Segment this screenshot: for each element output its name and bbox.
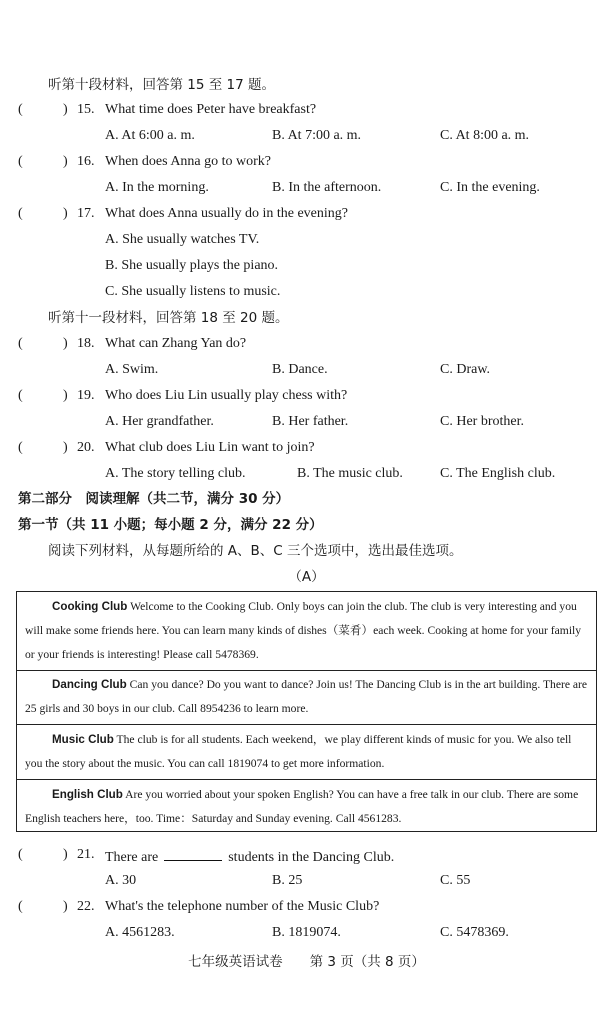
section-title: 第一节（共 11 小题；每小题 2 分，满分 22 分） <box>18 517 323 533</box>
answer-paren-open: ( <box>18 154 23 169</box>
club-name: Dancing Club <box>52 678 127 691</box>
section-header-11: 听第十一段材料，回答第 18 至 20 题。 <box>48 310 289 326</box>
club-name: Music Club <box>52 733 114 746</box>
option-b: B. She usually plays the piano. <box>105 258 279 273</box>
answer-paren-close: ) <box>63 388 68 403</box>
club-notice-english <box>17 779 596 831</box>
option-a: A. Her grandfather. <box>105 414 214 429</box>
option-b: B. At 7:00 a. m. <box>272 128 362 143</box>
question-text: What club does Liu Lin want to join? <box>105 440 315 455</box>
answer-paren-open: ( <box>18 336 23 351</box>
answer-paren-open: ( <box>18 388 23 403</box>
question-text: What's the telephone number of the Music Club? <box>105 899 380 914</box>
question-text: What time does Peter have breakfast? <box>105 102 317 117</box>
club-text: Welcome to the Cooking Club. Only boys can join the club. The club is very interesting and you will make some friends here. You can learn many kinds of dishes（菜肴）each week. Cooking at home for your family or your friends is interesting! Please call 5478369. <box>25 600 582 661</box>
option-a: A. 4561283. <box>105 925 175 940</box>
option-c: C. Her brother. <box>440 414 524 429</box>
question-number: 18. <box>77 336 95 351</box>
answer-paren-close: ) <box>63 206 68 221</box>
question-text: When does Anna go to work? <box>105 154 272 169</box>
question-number: 15. <box>77 102 95 117</box>
option-a: A. In the morning. <box>105 180 209 195</box>
option-a: A. At 6:00 a. m. <box>105 128 195 143</box>
answer-paren-close: ) <box>63 102 68 117</box>
passage-label: （A） <box>288 569 325 585</box>
question-number: 20. <box>77 440 95 455</box>
option-c: C. 5478369. <box>440 925 509 940</box>
question-number: 16. <box>77 154 95 169</box>
club-name: Cooking Club <box>52 600 128 613</box>
question-number: 21. <box>77 847 95 862</box>
page-footer: 七年级英语试卷 第 3 页（共 8 页） <box>188 954 425 970</box>
option-b: B. The music club. <box>297 466 403 481</box>
answer-paren-open: ( <box>18 440 23 455</box>
club-name: English Club <box>52 788 123 801</box>
club-notice-music <box>17 724 596 779</box>
option-c: C. She usually listens to music. <box>105 284 281 299</box>
question-number: 17. <box>77 206 95 221</box>
answer-blank[interactable] <box>164 846 222 861</box>
club-text: Can you dance? Do you want to dance? Join us! The Dancing Club is in the art building. There are 25 girls and 30 boys in our club. Call 8954236 to learn more. <box>25 678 588 715</box>
club-notices-box <box>16 591 597 832</box>
answer-paren-close: ) <box>63 154 68 169</box>
option-a: A. She usually watches TV. <box>105 232 260 247</box>
option-c: C. The English club. <box>440 466 556 481</box>
answer-paren-close: ) <box>63 336 68 351</box>
option-b: B. 25 <box>272 873 303 888</box>
option-b: B. Dance. <box>272 362 328 377</box>
option-a: A. The story telling club. <box>105 466 246 481</box>
option-b: B. Her father. <box>272 414 349 429</box>
club-notice-cooking <box>17 595 596 670</box>
reading-instruction: 阅读下列材料，从每题所给的 A、B、C 三个选项中，选出最佳选项。 <box>48 543 463 559</box>
answer-paren-close: ) <box>63 847 68 862</box>
answer-paren-open: ( <box>18 102 23 117</box>
question-text: Who does Liu Lin usually play chess with? <box>105 388 348 403</box>
option-a: A. 30 <box>105 873 137 888</box>
answer-paren-open: ( <box>18 206 23 221</box>
option-c: C. At 8:00 a. m. <box>440 128 530 143</box>
option-b: B. 1819074. <box>272 925 341 940</box>
club-text: Are you worried about your spoken English? You can have a free talk in our club. There are some English teachers here，too. Time：Saturday and Sunday evening. Call 4561283. <box>25 788 579 825</box>
club-text: The club is for all students. Each weekend，we play different kinds of music for you. We also tell you the story about the music. You can call 1819074 to get more information. <box>25 733 572 770</box>
question-number: 19. <box>77 388 95 403</box>
question-text: There are students in the Dancing Club. <box>105 846 394 867</box>
section-header-10: 听第十段材料，回答第 15 至 17 题。 <box>48 77 276 93</box>
part-title: 第二部分 阅读理解（共二节，满分 30 分） <box>18 491 290 507</box>
question-text: What can Zhang Yan do? <box>105 336 247 351</box>
answer-paren-open: ( <box>18 899 23 914</box>
option-b: B. In the afternoon. <box>272 180 382 195</box>
option-c: C. Draw. <box>440 362 491 377</box>
answer-paren-close: ) <box>63 440 68 455</box>
answer-paren-close: ) <box>63 899 68 914</box>
club-notice-dancing <box>17 670 596 724</box>
option-a: A. Swim. <box>105 362 159 377</box>
option-c: C. In the evening. <box>440 180 540 195</box>
question-text: What does Anna usually do in the evening? <box>105 206 348 221</box>
option-c: C. 55 <box>440 873 471 888</box>
answer-paren-open: ( <box>18 847 23 862</box>
question-number: 22. <box>77 899 95 914</box>
